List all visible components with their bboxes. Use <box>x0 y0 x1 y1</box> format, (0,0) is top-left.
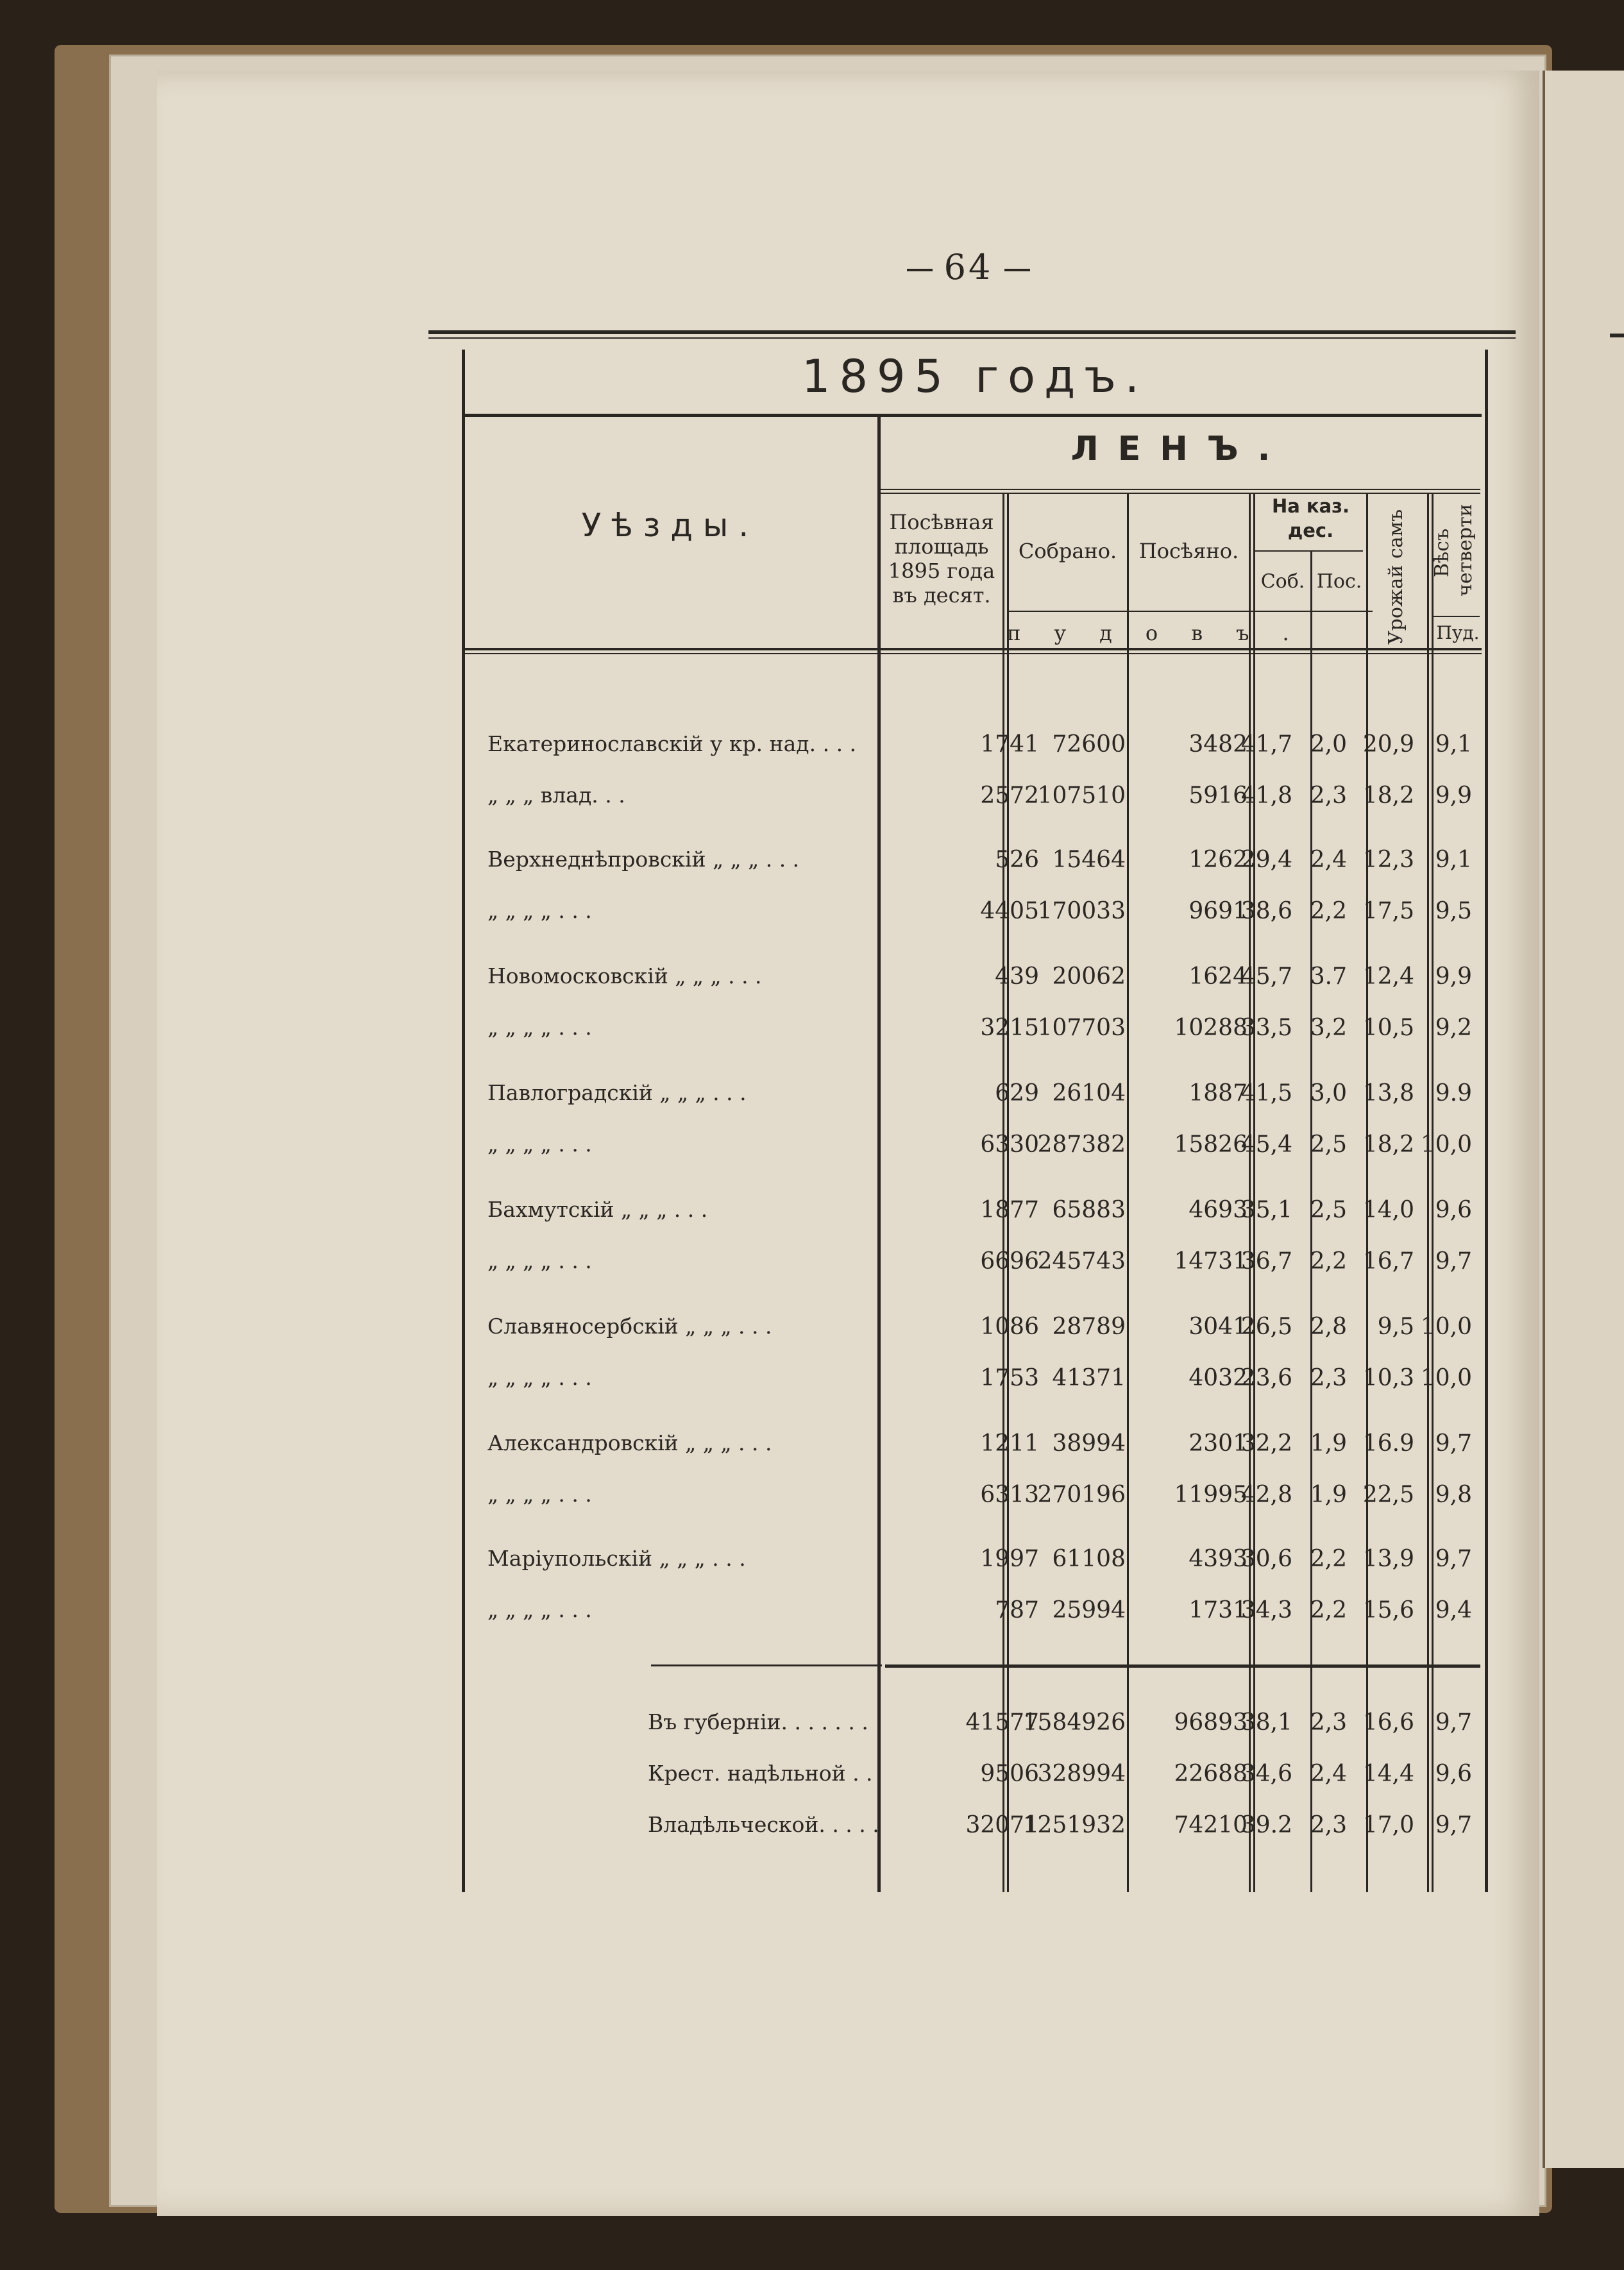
row-collected-cell: 65883 <box>1052 1197 1126 1223</box>
total-area-cell: 9506 <box>980 1761 1039 1787</box>
row-yield-cell: 16,7 <box>1362 1248 1414 1275</box>
row-sow-cell: 1,9 <box>1310 1430 1347 1457</box>
row-collected-cell: 107510 <box>1037 783 1126 809</box>
units-header: пудовъ. <box>1007 621 1323 645</box>
district-header: Уѣзды. <box>581 507 759 544</box>
row-sow-cell: 3.7 <box>1310 963 1347 990</box>
top-rule-thin <box>428 337 1516 339</box>
row-name: „ „ „ „ . . . <box>487 898 592 923</box>
row-col-cell: 45,4 <box>1240 1131 1292 1158</box>
row-name: „ „ „ „ . . . <box>487 1015 592 1040</box>
row-yield-cell: 10,3 <box>1362 1365 1414 1391</box>
totals-separator-numbers <box>885 1664 1480 1668</box>
row-yield-cell: 10,5 <box>1362 1015 1414 1041</box>
row-weight-cell: 9,7 <box>1435 1546 1472 1572</box>
total-name: Крест. надѣльной . . <box>648 1761 873 1786</box>
row-name: Александровскій „ „ „ . . . <box>487 1430 772 1455</box>
row-sown-cell: 14731 <box>1174 1248 1248 1275</box>
area-column-divider-2 <box>1007 494 1009 1892</box>
row-weight-cell: 9,9 <box>1435 963 1472 990</box>
total-row <box>465 1709 1482 1748</box>
row-col-cell: 41,5 <box>1240 1080 1292 1106</box>
row-area-cell: 526 <box>995 847 1039 873</box>
row-area-cell: 3215 <box>980 1015 1039 1041</box>
facing-page-edge <box>1543 71 1624 2168</box>
row-weight-cell: 9,2 <box>1435 1015 1472 1041</box>
row-collected-cell: 28789 <box>1052 1314 1126 1340</box>
total-sown-cell: 74210 <box>1174 1812 1248 1838</box>
row-yield-cell: 14,0 <box>1362 1197 1414 1223</box>
total-col-cell: 39.2 <box>1240 1812 1292 1838</box>
row-weight-cell: 10,0 <box>1420 1131 1472 1158</box>
row-sown-cell: 15826 <box>1174 1131 1248 1158</box>
row-sow-cell: 2,2 <box>1310 898 1347 924</box>
row-name: Бахмутскій „ „ „ . . . <box>487 1197 708 1222</box>
sown-header: Посѣяно. <box>1138 539 1239 563</box>
total-sow-cell: 2,4 <box>1310 1761 1347 1787</box>
row-weight-cell: 10,0 <box>1420 1365 1472 1391</box>
crop-header: ЛЕНЪ. <box>1070 430 1290 468</box>
sow-per-column-divider <box>1366 494 1368 1892</box>
total-yield-cell: 17,0 <box>1362 1812 1414 1838</box>
row-sown-cell: 1624 <box>1188 963 1248 990</box>
row-sown-cell: 9691 <box>1188 898 1248 924</box>
row-collected-cell: 61108 <box>1052 1546 1126 1572</box>
row-area-cell: 4405 <box>980 898 1039 924</box>
row-name: „ „ „ „ . . . <box>487 1365 592 1390</box>
row-sow-cell: 2,8 <box>1310 1314 1347 1340</box>
row-col-cell: 32,2 <box>1240 1430 1292 1457</box>
row-area-cell: 1997 <box>980 1546 1039 1572</box>
row-sow-cell: 2,5 <box>1310 1197 1347 1223</box>
row-row <box>465 1248 1482 1287</box>
row-sow-cell: 1,9 <box>1310 1482 1347 1508</box>
row-sown-cell: 4032 <box>1188 1365 1248 1391</box>
row-weight-cell: 9,8 <box>1435 1482 1472 1508</box>
total-name: Въ губерніи. . . . . . . <box>648 1709 868 1734</box>
row-sown-cell: 3482 <box>1188 731 1248 758</box>
row-yield-cell: 13,8 <box>1362 1080 1414 1106</box>
row-col-cell: 35,1 <box>1240 1197 1292 1223</box>
row-area-cell: 1753 <box>980 1365 1039 1391</box>
per-desyatina-header: На каз. дес. <box>1271 495 1350 541</box>
row-name: Павлоградскій „ „ „ . . . <box>487 1080 747 1105</box>
row-yield-cell: 15,6 <box>1362 1597 1414 1623</box>
row-area-cell: 1741 <box>980 731 1039 758</box>
row-collected-cell: 25994 <box>1052 1597 1126 1623</box>
row-name: Славяносербскій „ „ „ . . . <box>487 1314 772 1339</box>
row-yield-cell: 12,4 <box>1362 963 1414 990</box>
row-weight-cell: 9,9 <box>1435 783 1472 809</box>
per-sown-header: Пос. <box>1316 570 1362 593</box>
total-weight-cell: 9,7 <box>1435 1709 1472 1736</box>
row-sow-cell: 3,2 <box>1310 1015 1347 1041</box>
row-collected-cell: 41371 <box>1052 1365 1126 1391</box>
total-sow-cell: 2,3 <box>1310 1709 1347 1736</box>
row-sown-cell: 1731 <box>1188 1597 1248 1623</box>
weight-unit-divider <box>1434 616 1480 617</box>
total-collected-cell: 1584926 <box>1022 1709 1126 1736</box>
row-area-cell: 629 <box>995 1080 1039 1106</box>
row-yield-cell: 16.9 <box>1362 1430 1414 1457</box>
row-sown-cell: 11995 <box>1174 1482 1248 1508</box>
row-collected-cell: 245743 <box>1037 1248 1126 1275</box>
row-row <box>465 847 1482 885</box>
units-divider <box>1007 611 1373 612</box>
row-sow-cell: 2,2 <box>1310 1597 1347 1623</box>
row-name: „ „ „ „ . . . <box>487 1597 592 1622</box>
row-area-cell: 6313 <box>980 1482 1039 1508</box>
row-col-cell: 45,7 <box>1240 963 1292 990</box>
row-name: „ „ „ влад. . . <box>487 783 625 808</box>
row-sow-cell: 2,4 <box>1310 847 1347 873</box>
row-sown-cell: 2301 <box>1188 1430 1248 1457</box>
row-col-cell: 41,8 <box>1240 783 1292 809</box>
row-yield-cell: 13,9 <box>1362 1546 1414 1572</box>
weight-header-line1: Вѣсъ <box>1431 528 1453 577</box>
row-col-cell: 34,3 <box>1240 1597 1292 1623</box>
row-row <box>465 731 1482 770</box>
row-name: Екатеринославскій у кр. над. . . . <box>487 731 857 756</box>
totals-separator-area <box>651 1664 882 1666</box>
table-title: 1895 годъ. <box>801 350 1149 403</box>
row-name: „ „ „ „ . . . <box>487 1482 592 1507</box>
row-row <box>465 963 1482 1002</box>
row-row <box>465 1080 1482 1119</box>
row-yield-cell: 12,3 <box>1362 847 1414 873</box>
collected-header: Собрано. <box>1018 539 1117 563</box>
row-sow-cell: 2,5 <box>1310 1131 1347 1158</box>
row-area-cell: 1877 <box>980 1197 1039 1223</box>
row-col-cell: 41,7 <box>1240 731 1292 758</box>
total-name: Владѣльческой. . . . . <box>648 1812 879 1837</box>
total-sown-cell: 96893 <box>1174 1709 1248 1736</box>
row-col-cell: 23,6 <box>1240 1365 1292 1391</box>
row-weight-cell: 9,5 <box>1435 898 1472 924</box>
total-col-cell: 34,6 <box>1240 1761 1292 1787</box>
row-row <box>465 783 1482 821</box>
row-sown-cell: 3041 <box>1188 1314 1248 1340</box>
row-collected-cell: 270196 <box>1037 1482 1126 1508</box>
row-area-cell: 787 <box>995 1597 1039 1623</box>
yield-column-divider-2 <box>1432 494 1434 1892</box>
title-divider <box>463 414 1482 417</box>
per-desyatina-divider <box>1254 550 1363 552</box>
row-row <box>465 1430 1482 1469</box>
total-row <box>465 1812 1482 1851</box>
total-collected-cell: 328994 <box>1037 1761 1126 1787</box>
row-name: „ „ „ „ . . . <box>487 1131 592 1156</box>
row-area-cell: 1086 <box>980 1314 1039 1340</box>
row-sown-cell: 1887 <box>1188 1080 1248 1106</box>
row-area-cell: 6696 <box>980 1248 1039 1275</box>
row-collected-cell: 107703 <box>1037 1015 1126 1041</box>
total-col-cell: 38,1 <box>1240 1709 1292 1736</box>
row-area-cell: 1211 <box>980 1430 1039 1457</box>
total-yield-cell: 16,6 <box>1362 1709 1414 1736</box>
row-weight-cell: 9,1 <box>1435 847 1472 873</box>
row-sown-cell: 10288 <box>1174 1015 1248 1041</box>
row-row <box>465 1131 1482 1170</box>
row-collected-cell: 26104 <box>1052 1080 1126 1106</box>
sown-column-divider-2 <box>1253 494 1255 1892</box>
row-weight-cell: 10,0 <box>1420 1314 1472 1340</box>
yield-header: Урожай самъ <box>1385 509 1407 645</box>
row-sow-cell: 2,2 <box>1310 1248 1347 1275</box>
row-collected-cell: 15464 <box>1052 847 1126 873</box>
row-weight-cell: 9,7 <box>1435 1248 1472 1275</box>
row-sown-cell: 4693 <box>1188 1197 1248 1223</box>
crop-divider <box>881 489 1480 490</box>
row-col-cell: 30,6 <box>1240 1546 1292 1572</box>
row-col-cell: 29,4 <box>1240 847 1292 873</box>
page-number: 64 <box>885 247 1052 287</box>
collected-column-divider <box>1127 494 1129 1892</box>
row-yield-cell: 18,2 <box>1362 1131 1414 1158</box>
row-weight-cell: 9,1 <box>1435 731 1472 758</box>
row-yield-cell: 18,2 <box>1362 783 1414 809</box>
weight-unit-header: Пуд. <box>1436 622 1480 643</box>
row-yield-cell: 17,5 <box>1362 898 1414 924</box>
row-collected-cell: 38994 <box>1052 1430 1126 1457</box>
row-row <box>465 1197 1482 1235</box>
row-area-cell: 439 <box>995 963 1039 990</box>
row-col-cell: 42,8 <box>1240 1482 1292 1508</box>
per-collected-header: Соб. <box>1260 570 1305 593</box>
row-sown-cell: 5916 <box>1188 783 1248 809</box>
row-name: Новомосковскій „ „ „ . . . <box>487 963 762 988</box>
row-collected-cell: 72600 <box>1052 731 1126 758</box>
row-row <box>465 1482 1482 1520</box>
facing-page-rule <box>1610 334 1624 337</box>
row-collected-cell: 287382 <box>1037 1131 1126 1158</box>
total-sown-cell: 22688 <box>1174 1761 1248 1787</box>
yield-column-divider <box>1427 494 1429 1892</box>
row-yield-cell: 9,5 <box>1377 1314 1414 1340</box>
area-column-divider <box>1002 494 1004 1892</box>
row-sow-cell: 2,3 <box>1310 783 1347 809</box>
row-yield-cell: 20,9 <box>1362 731 1414 758</box>
total-row <box>465 1761 1482 1799</box>
header-bottom-rule <box>463 648 1482 650</box>
row-collected-cell: 170033 <box>1037 898 1126 924</box>
row-row <box>465 1015 1482 1053</box>
row-weight-cell: 9,7 <box>1435 1430 1472 1457</box>
total-sow-cell: 2,3 <box>1310 1812 1347 1838</box>
row-collected-cell: 20062 <box>1052 963 1126 990</box>
area-header: Посѣвная площадь 1895 года въ десят. <box>888 510 995 607</box>
row-weight-cell: 9.9 <box>1435 1080 1472 1106</box>
row-sown-cell: 1262 <box>1188 847 1248 873</box>
row-sown-cell: 4393 <box>1188 1546 1248 1572</box>
total-weight-cell: 9,6 <box>1435 1761 1472 1787</box>
header-bottom-rule-2 <box>463 653 1482 654</box>
weight-header-line2: четверти <box>1454 504 1476 597</box>
row-col-cell: 26,5 <box>1240 1314 1292 1340</box>
row-row <box>465 1365 1482 1403</box>
row-weight-cell: 9,6 <box>1435 1197 1472 1223</box>
row-row <box>465 1546 1482 1584</box>
row-weight-cell: 9,4 <box>1435 1597 1472 1623</box>
row-area-cell: 2572 <box>980 783 1039 809</box>
row-col-cell: 33,5 <box>1240 1015 1292 1041</box>
total-area-cell: 41577 <box>965 1709 1039 1736</box>
row-sow-cell: 2,3 <box>1310 1365 1347 1391</box>
total-weight-cell: 9,7 <box>1435 1812 1472 1838</box>
row-row <box>465 1314 1482 1352</box>
row-name: Верхнеднѣпровскій „ „ „ . . . <box>487 847 800 872</box>
row-sow-cell: 3,0 <box>1310 1080 1347 1106</box>
row-row <box>465 898 1482 936</box>
crop-divider-2 <box>881 493 1480 494</box>
total-area-cell: 32071 <box>965 1812 1039 1838</box>
row-col-cell: 36,7 <box>1240 1248 1292 1275</box>
row-row <box>465 1597 1482 1636</box>
total-collected-cell: 1251932 <box>1022 1812 1126 1838</box>
top-rule <box>428 330 1516 334</box>
row-col-cell: 38,6 <box>1240 898 1292 924</box>
row-yield-cell: 22,5 <box>1362 1482 1414 1508</box>
row-sow-cell: 2,0 <box>1310 731 1347 758</box>
total-yield-cell: 14,4 <box>1362 1761 1414 1787</box>
row-name: „ „ „ „ . . . <box>487 1248 592 1273</box>
sown-column-divider <box>1249 494 1251 1892</box>
row-name: Маріупольскій „ „ „ . . . <box>487 1546 746 1571</box>
row-area-cell: 6330 <box>980 1131 1039 1158</box>
row-sow-cell: 2,2 <box>1310 1546 1347 1572</box>
